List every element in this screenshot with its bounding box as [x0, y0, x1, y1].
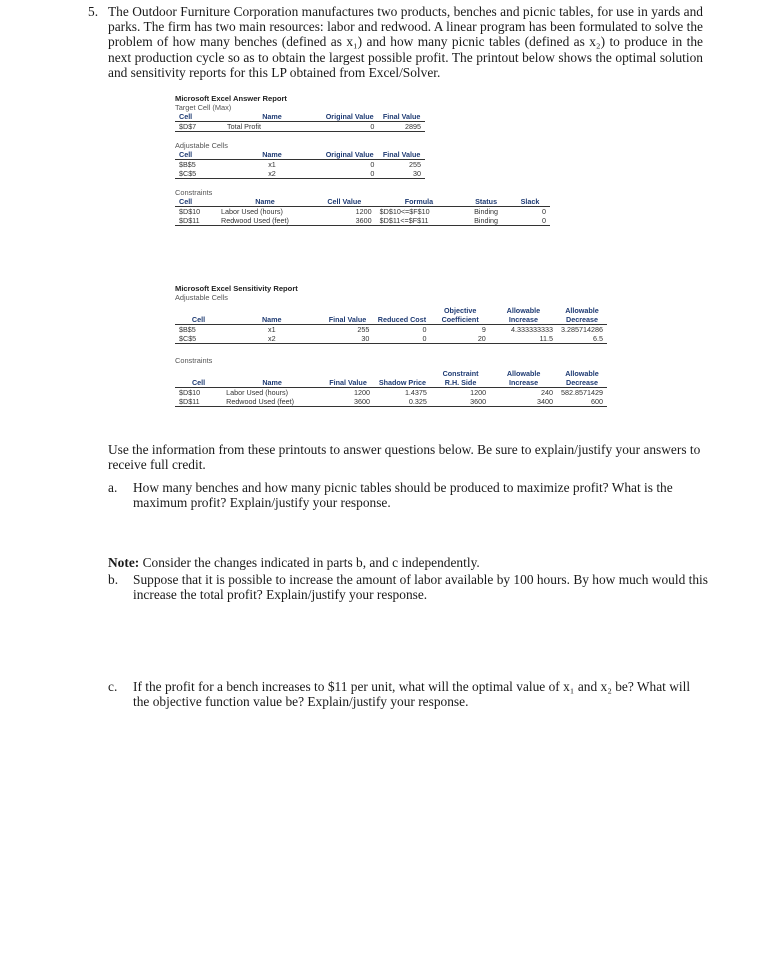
- table-cell: 0: [321, 169, 378, 179]
- table-cell: $D$10: [175, 388, 222, 398]
- table-cell: $D$11: [175, 397, 222, 407]
- table-cell: $D$10<=$F$10: [376, 207, 463, 217]
- table-cell: 1.4375: [374, 388, 431, 398]
- adjustable-cells-label: Adjustable Cells: [175, 141, 228, 150]
- part-a-text: How many benches and how many picnic tables should be produced to maximize profit? What is the maximum profit? Explain/justify your response.: [133, 480, 673, 511]
- table-cell: 0: [373, 325, 430, 335]
- col-header: Name: [222, 369, 322, 388]
- col-header: Name: [217, 197, 313, 207]
- col-header: Cell Value: [313, 197, 376, 207]
- note-text: Consider the changes indicated in parts b, and c independently.: [142, 555, 480, 570]
- table-cell: 2895: [378, 122, 425, 132]
- table-row: [175, 169, 425, 179]
- table-row: [175, 388, 607, 398]
- answer-constraints-table: [175, 197, 550, 226]
- table-cell: 1200: [313, 207, 376, 217]
- table-cell: Redwood Used (feet): [222, 397, 322, 407]
- sensitivity-report: [175, 284, 607, 407]
- part-c-text: If the profit for a bench increases to $11 per unit, what will the optimal value of x₁ and x₂ be? What will the objective function value be? Explain/justify your response.: [133, 679, 691, 710]
- table-cell: 3600: [431, 397, 490, 407]
- sensitivity-constraints-table: [175, 369, 607, 407]
- answer-report-title: Microsoft Excel Answer Report: [175, 94, 287, 103]
- table-cell: x1: [223, 160, 321, 170]
- col-header: Cell: [175, 306, 222, 325]
- table-cell: 1200: [322, 388, 374, 398]
- col-header: Name: [223, 150, 321, 160]
- col-header: Cell: [175, 197, 217, 207]
- table-cell: 3400: [490, 397, 557, 407]
- table-cell: 1200: [431, 388, 490, 398]
- col-header: Allowable Decrease: [557, 306, 607, 325]
- target-cell-label: Target Cell (Max): [175, 103, 232, 112]
- col-header: Shadow Price: [374, 369, 431, 388]
- table-cell: 3600: [322, 397, 374, 407]
- table-cell: $B$5: [175, 325, 222, 335]
- constraints-label: Constraints: [175, 356, 213, 365]
- question-text: The Outdoor Furniture Corporation manufactures two products, benches and picnic tables, for use in yards and parks. The firm has two main resources: labor and redwood. A linear program has been formulated to solve the problem of how many benches (defined as x₁) and how many picnic tables (defined as x₂) to produce in the next production cycle so as to obtain the largest possible profit. The printout below shows the optimal solution and sensitivity reports for this LP obtained from Excel/Solver.: [108, 4, 703, 80]
- table-cell: 30: [378, 169, 425, 179]
- table-cell: 3.285714286: [557, 325, 607, 335]
- table-cell: $C$5: [175, 169, 223, 179]
- table-cell: 0: [510, 216, 550, 226]
- col-header: Slack: [510, 197, 550, 207]
- col-header: Name: [223, 112, 321, 122]
- col-header: Cell: [175, 150, 223, 160]
- col-header: Cell: [175, 112, 223, 122]
- part-b: [108, 572, 708, 602]
- table-cell: $B$5: [175, 160, 223, 170]
- constraints-label: Constraints: [175, 188, 213, 197]
- table-cell: $C$5: [175, 334, 222, 344]
- col-header: Final Value: [322, 369, 374, 388]
- col-header: Reduced Cost: [373, 306, 430, 325]
- table-cell: 582.8571429: [557, 388, 607, 398]
- table-row: [175, 216, 550, 226]
- col-header: Final Value: [378, 112, 425, 122]
- col-header: Final Value: [378, 150, 425, 160]
- table-cell: 255: [322, 325, 374, 335]
- part-c-label: c.: [108, 679, 118, 694]
- part-b-text: Suppose that it is possible to increase the amount of labor available by 100 hours. By how much would this increase the total profit? Explain/justify your response.: [133, 572, 708, 603]
- table-cell: x2: [223, 169, 321, 179]
- table-cell: 0: [373, 334, 430, 344]
- col-header: Allowable Decrease: [557, 369, 607, 388]
- table-cell: x1: [222, 325, 322, 335]
- part-a-label: a.: [108, 480, 118, 495]
- table-cell: 240: [490, 388, 557, 398]
- part-b-label: b.: [108, 572, 119, 587]
- table-cell: $D$10: [175, 207, 217, 217]
- table-row: [175, 334, 607, 344]
- table-row: [175, 397, 607, 407]
- col-header: Original Value: [321, 112, 378, 122]
- table-cell: 0: [321, 122, 378, 132]
- table-cell: 0: [321, 160, 378, 170]
- note-label: Note:: [108, 555, 140, 570]
- table-cell: $D$11<=$F$11: [376, 216, 463, 226]
- table-cell: x2: [222, 334, 322, 344]
- table-cell: Labor Used (hours): [217, 207, 313, 217]
- col-header: Name: [222, 306, 322, 325]
- table-cell: Total Profit: [223, 122, 321, 132]
- col-header: Formula: [376, 197, 463, 207]
- instructions: Use the information from these printouts to answer questions below. Be sure to explain/justify your answers to receive full credit.: [108, 442, 701, 473]
- table-cell: 0: [510, 207, 550, 217]
- table-cell: 11.5: [490, 334, 557, 344]
- col-header: Cell: [175, 369, 222, 388]
- table-cell: 3600: [313, 216, 376, 226]
- col-header: Original Value: [321, 150, 378, 160]
- table-cell: 255: [378, 160, 425, 170]
- table-row: [175, 207, 550, 217]
- part-c: [108, 679, 708, 709]
- table-cell: 6.5: [557, 334, 607, 344]
- table-cell: Labor Used (hours): [222, 388, 322, 398]
- part-a: [108, 480, 703, 510]
- table-cell: $D$11: [175, 216, 217, 226]
- adjustable-cells-label: Adjustable Cells: [175, 293, 228, 302]
- col-header: Status: [462, 197, 510, 207]
- col-header: Objective Coefficient: [430, 306, 489, 325]
- adjustable-cells-table: [175, 150, 425, 179]
- table-cell: Binding: [462, 207, 510, 217]
- col-header: Allowable Increase: [490, 306, 557, 325]
- answer-report: [175, 94, 607, 226]
- note: [108, 555, 708, 570]
- table-cell: 9: [430, 325, 489, 335]
- col-header: Allowable Increase: [490, 369, 557, 388]
- target-cell-table: [175, 112, 425, 132]
- table-cell: 30: [322, 334, 374, 344]
- table-row: [175, 160, 425, 170]
- sensitivity-adjustable-table: [175, 306, 607, 344]
- table-cell: 20: [430, 334, 489, 344]
- table-row: [175, 122, 425, 132]
- table-cell: 4.333333333: [490, 325, 557, 335]
- sensitivity-report-title: Microsoft Excel Sensitivity Report: [175, 284, 298, 293]
- table-cell: $D$7: [175, 122, 223, 132]
- table-cell: 600: [557, 397, 607, 407]
- col-header: Final Value: [322, 306, 374, 325]
- col-header: Constraint R.H. Side: [431, 369, 490, 388]
- table-cell: 0.325: [374, 397, 431, 407]
- table-cell: Binding: [462, 216, 510, 226]
- table-cell: Redwood Used (feet): [217, 216, 313, 226]
- question-5: [88, 4, 703, 80]
- question-number: 5.: [88, 4, 99, 19]
- table-row: [175, 325, 607, 335]
